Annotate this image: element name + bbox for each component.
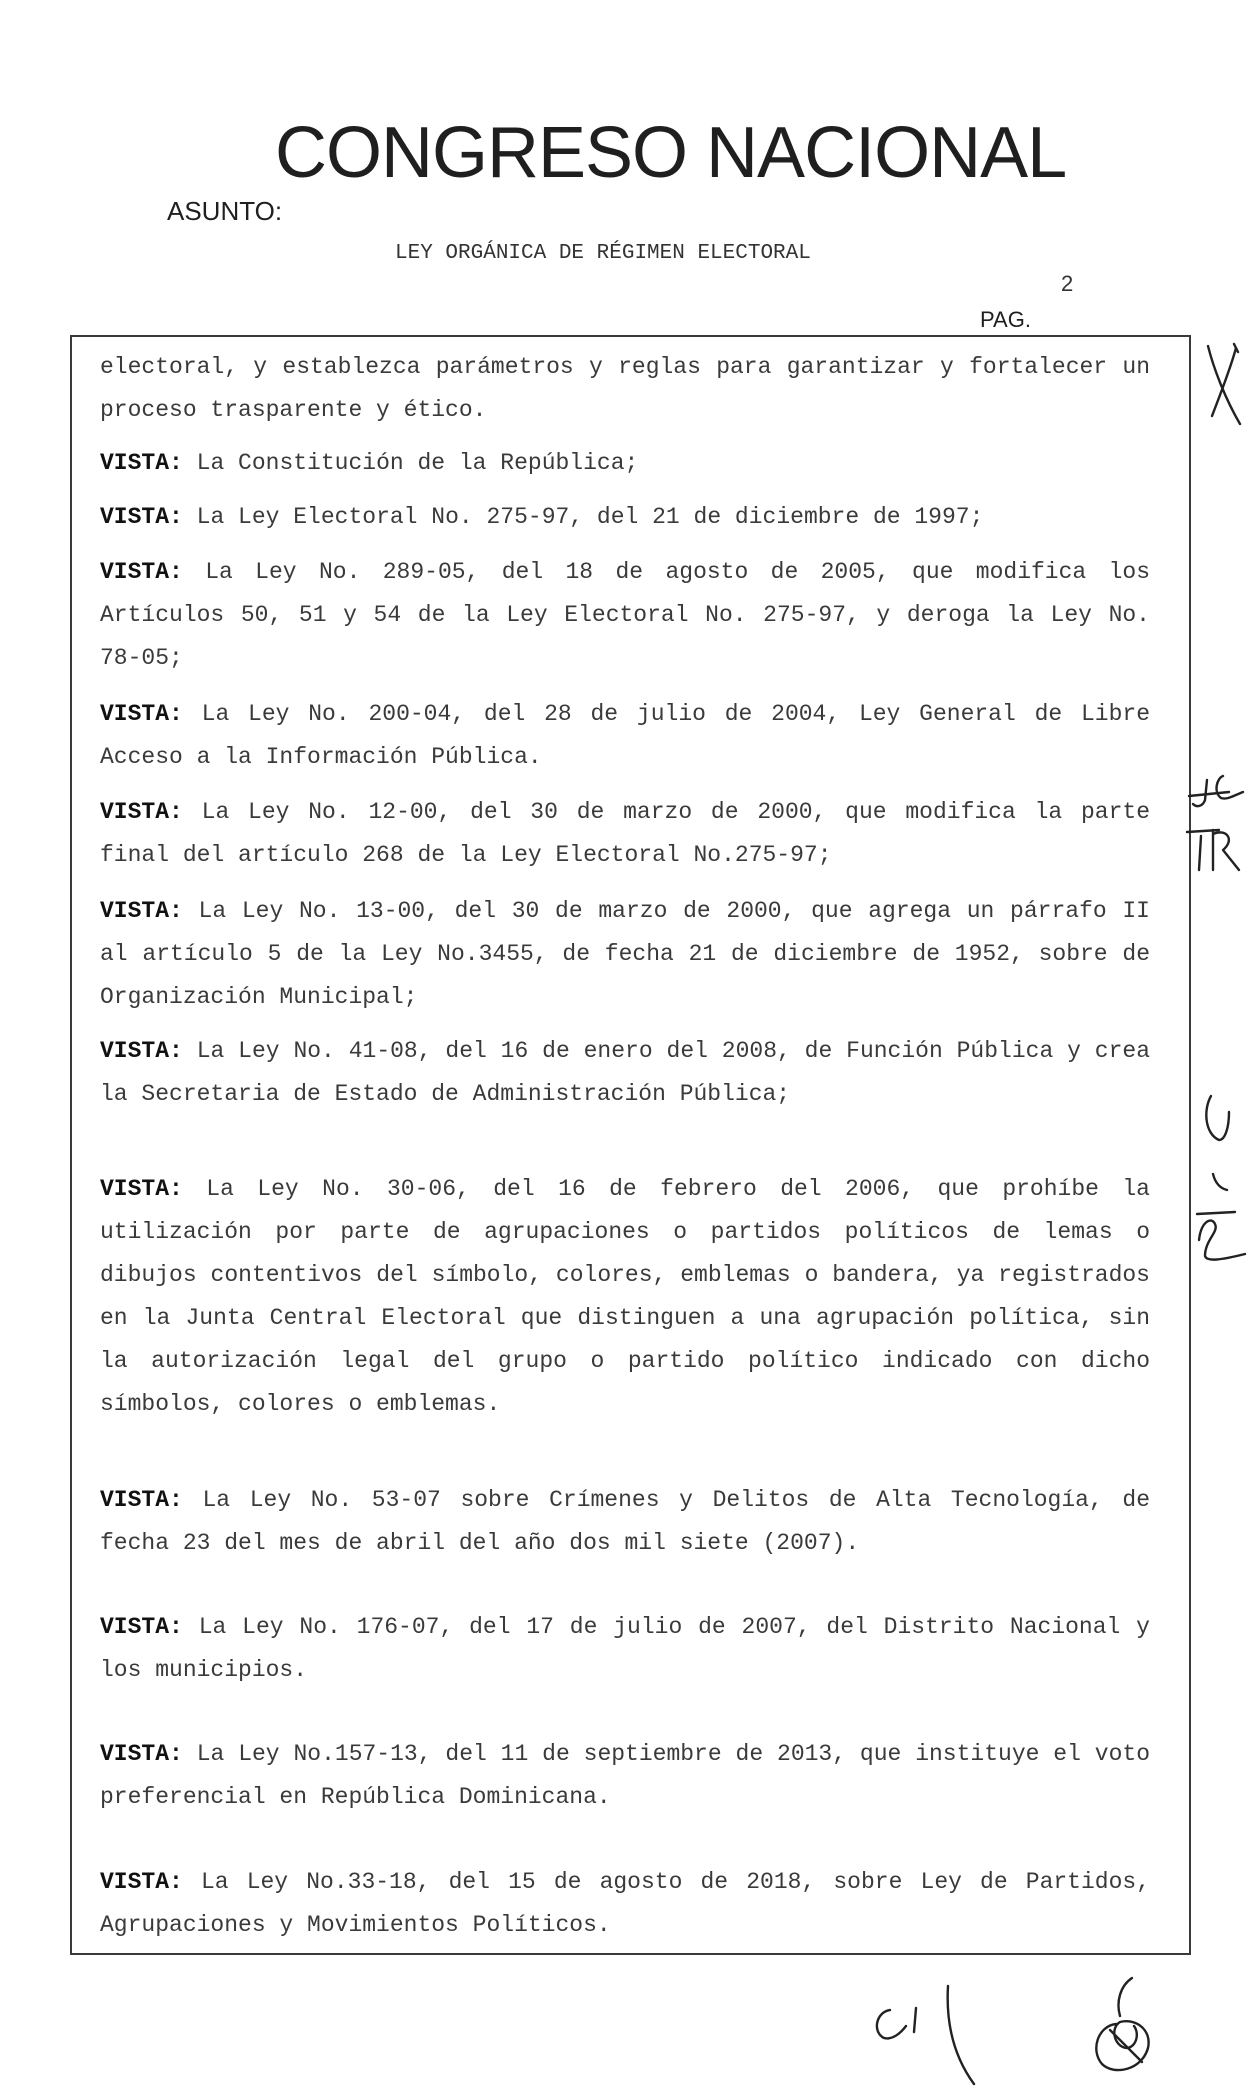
vista-paragraph-3 bbox=[100, 551, 1150, 680]
vista-text: La Ley No.157-13, del 11 de septiembre de 2013, que instituye el voto preferencial en República Dominicana. bbox=[100, 1741, 1150, 1810]
subject-line: LEY ORGÁNICA DE RÉGIMEN ELECTORAL bbox=[395, 242, 811, 265]
vista-paragraph-8 bbox=[100, 1168, 1150, 1426]
vista-paragraph-2 bbox=[100, 496, 1150, 539]
vista-text: La Ley No. 289-05, del 18 de agosto de 2005, que modifica los Artículos 50, 51 y 54 de la Ley Electoral No. 275-97, y deroga la Ley No. 78-05; bbox=[100, 559, 1150, 671]
intro-paragraph: electoral, y establezca parámetros y reglas para garantizar y fortalecer un proceso trasparente y ético. bbox=[100, 354, 1150, 423]
vista-paragraph-1 bbox=[100, 442, 1150, 485]
vista-paragraph-12 bbox=[100, 1861, 1150, 1947]
vista-paragraph-11 bbox=[100, 1733, 1150, 1819]
vista-text: La Ley No. 13-00, del 30 de marzo de 2000, que agrega un párrafo II al artículo 5 de la Ley No.3455, de fecha 21 de diciembre de 1952, sobre de Organización Municipal; bbox=[100, 898, 1150, 1010]
vista-label: VISTA: bbox=[100, 1038, 183, 1064]
vista-paragraph-10 bbox=[100, 1606, 1150, 1692]
vista-text: La Constitución de la República; bbox=[196, 450, 639, 476]
vista-paragraph-7 bbox=[100, 1030, 1150, 1116]
vista-text: La Ley No. 41-08, del 16 de enero del 2008, de Función Pública y crea la Secretaria de Estado de Administración Pública; bbox=[100, 1038, 1150, 1107]
vista-paragraph-9 bbox=[100, 1479, 1150, 1565]
handwritten-initials-ir bbox=[1183, 770, 1253, 880]
vista-paragraph-6 bbox=[100, 890, 1150, 1019]
vista-text: La Ley No. 200-04, del 28 de julio de 2004, Ley General de Libre Acceso a la Información Pública. bbox=[100, 701, 1150, 770]
handwritten-initials-margin bbox=[1185, 1090, 1255, 1270]
vista-text: La Ley No. 176-07, del 17 de julio de 2007, del Distrito Nacional y los municipios. bbox=[100, 1614, 1150, 1683]
vista-label: VISTA: bbox=[100, 450, 183, 476]
vista-text: La Ley Electoral No. 275-97, del 21 de diciembre de 1997; bbox=[196, 504, 984, 530]
vista-label: VISTA: bbox=[100, 1869, 183, 1895]
vista-text: La Ley No. 53-07 sobre Crímenes y Delitos de Alta Tecnología, de fecha 23 del mes de abril del año dos mil siete (2007). bbox=[100, 1487, 1150, 1556]
vista-label: VISTA: bbox=[100, 1176, 183, 1202]
vista-text: La Ley No. 12-00, del 30 de marzo de 2000, que modifica la parte final del artículo 268 de la Ley Electoral No.275-97; bbox=[100, 799, 1150, 868]
vista-label: VISTA: bbox=[100, 701, 183, 727]
vista-label: VISTA: bbox=[100, 1614, 183, 1640]
handwritten-signature-ci bbox=[870, 1980, 1000, 2090]
page-number: 2 bbox=[1061, 271, 1074, 296]
vista-paragraph-4 bbox=[100, 693, 1150, 779]
vista-paragraph-5 bbox=[100, 791, 1150, 877]
asunto-label: ASUNTO: bbox=[167, 196, 283, 226]
document-title: CONGRESO NACIONAL bbox=[275, 113, 1067, 193]
vista-label: VISTA: bbox=[100, 898, 183, 924]
vista-text: La Ley No. 30-06, del 16 de febrero del 2006, que prohíbe la utilización por parte de agrupaciones o partidos políticos de lemas o dibujos contentivos del símbolo, colores, emblemas o bandera, ya registrados en la Junta Central Electoral que distinguen a una agrupación política, sin la autorización legal del grupo o partido político indicado con dicho símbolos, colores o emblemas. bbox=[100, 1176, 1150, 1417]
page-label: PAG. bbox=[980, 307, 1031, 332]
vista-label: VISTA: bbox=[100, 1741, 183, 1767]
handwritten-initial-mark bbox=[1200, 340, 1256, 430]
handwritten-signature-d bbox=[1080, 1972, 1170, 2082]
vista-label: VISTA: bbox=[100, 799, 183, 825]
vista-label: VISTA: bbox=[100, 559, 183, 585]
vista-text: La Ley No.33-18, del 15 de agosto de 2018, sobre Ley de Partidos, Agrupaciones y Movimientos Políticos. bbox=[100, 1869, 1150, 1938]
vista-label: VISTA: bbox=[100, 1487, 183, 1513]
vista-label: VISTA: bbox=[100, 504, 183, 530]
